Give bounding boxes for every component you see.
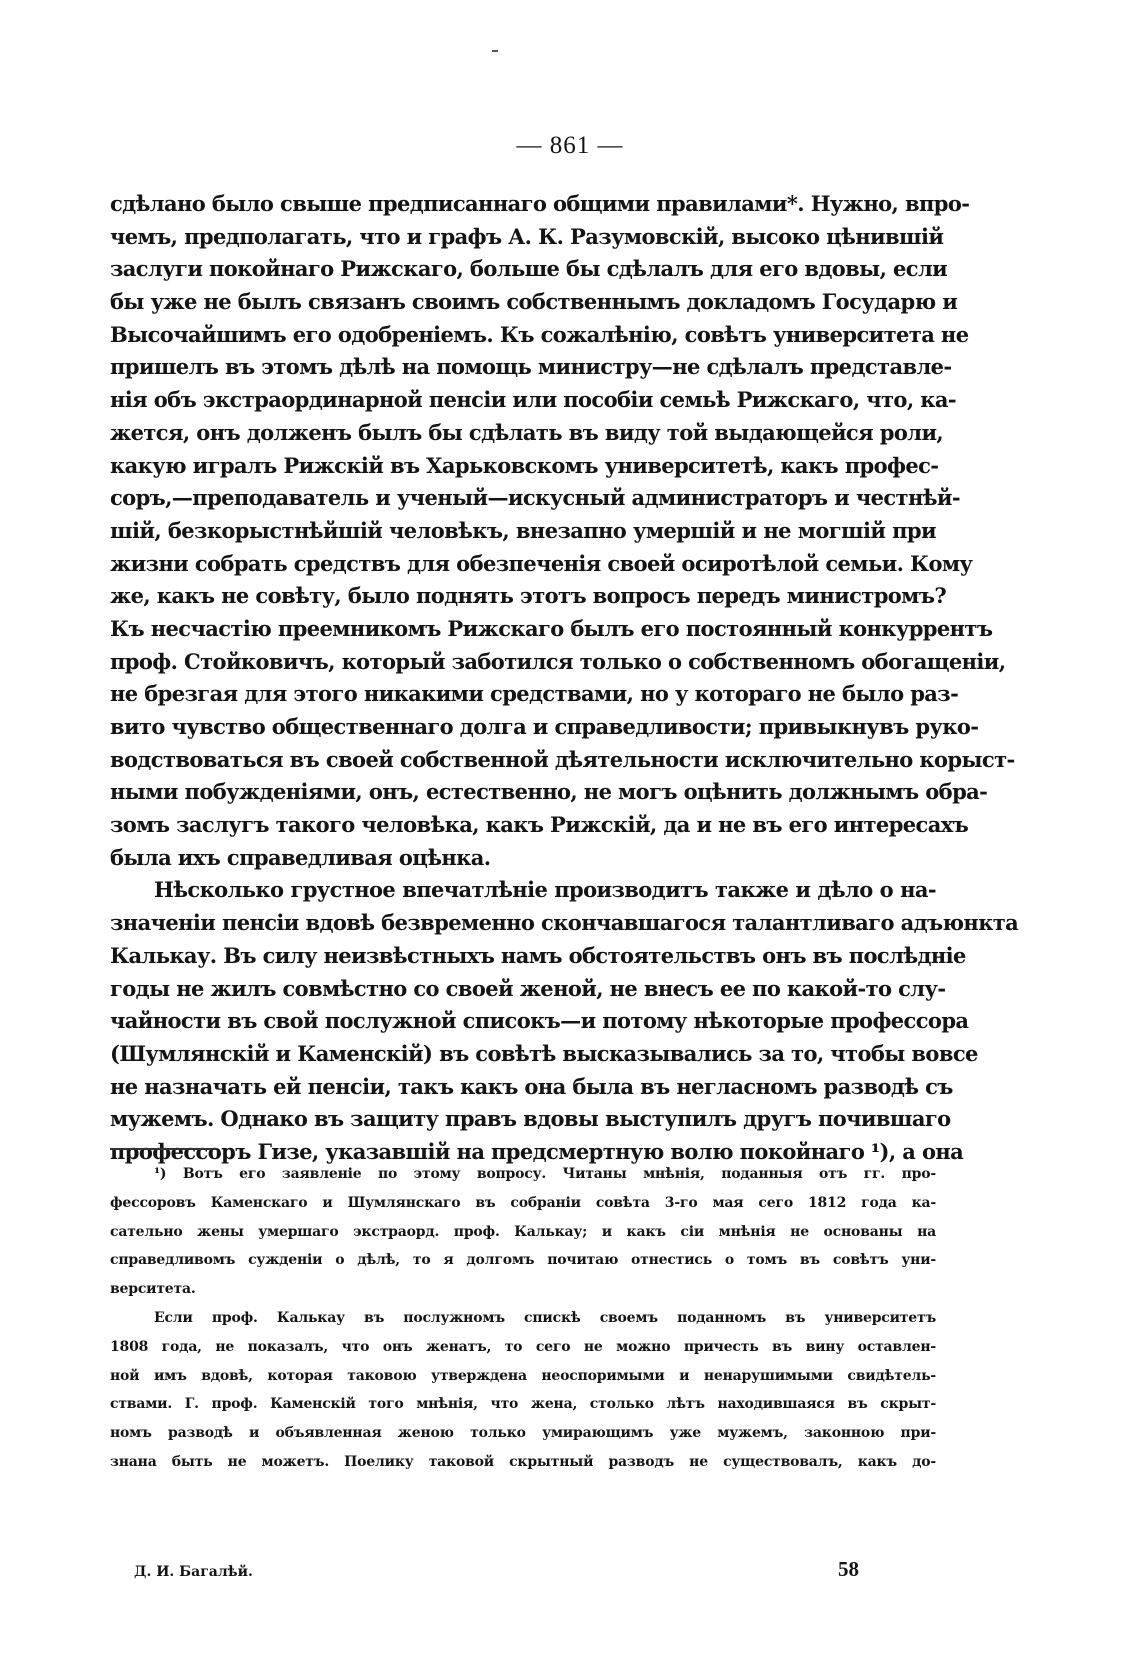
footnote-line: 1808 года, не показалъ, что онъ женатъ, то сего не можно причесть въ вину оставлен- bbox=[110, 1338, 936, 1355]
text-line: нія объ экстраординарной пенсіи или пособіи семьѣ Рижскаго, что, ка- bbox=[110, 387, 956, 413]
scan-mark bbox=[492, 50, 498, 52]
footnote-rule bbox=[110, 1148, 217, 1150]
text-line: зомъ заслугъ такого человѣка, какъ Рижскій, да и не въ его интересахъ bbox=[110, 812, 969, 838]
main-text bbox=[110, 188, 1019, 1169]
text-line: чемъ, предполагать, что и графъ А. К. Разумовскій, высоко цѣнившій bbox=[110, 223, 944, 249]
text-line: Высочайшимъ его одобреніемъ. Къ сожалѣнію, совѣтъ университета не bbox=[110, 321, 969, 347]
footnote-line: ной имъ вдовѣ, которая таковою утверждена неоспоримыми и ненарушимыми свидѣтель- bbox=[110, 1367, 936, 1384]
text-line: ными побужденіями, онъ, естественно, не могъ оцѣнить должнымъ обра- bbox=[110, 779, 988, 805]
footnote-line: справедливомъ сужденіи о дѣлѣ, то я долгомъ почитаю отнестись о томъ въ совѣтъ уни- bbox=[110, 1252, 936, 1269]
text-line: бы уже не былъ связанъ своимъ собственнымъ докладомъ Государю и bbox=[110, 289, 958, 315]
footnote-line: ¹) Вотъ его заявленіе по этому вопросу. Читаны мнѣнія, поданныя отъ гг. про- bbox=[154, 1166, 936, 1182]
text-line: годы не жилъ совмѣстно со своей женой, не внесъ ее по какой-то слу- bbox=[110, 975, 946, 1001]
footnote-line: ствами. Г. проф. Каменскій того мнѣнія, что жена, столько лѣтъ находившаяся въ скрыт- bbox=[110, 1396, 936, 1413]
footnotes bbox=[110, 1160, 936, 1477]
text-line: шій, безкорыстнѣйшій человѣкъ, внезапно умершій и не могшій при bbox=[110, 517, 936, 543]
page-number: — 861 — bbox=[516, 132, 624, 159]
text-line: профессоръ Гизе, указавшій на предсмертную волю покойнаго ¹), а она bbox=[110, 1138, 964, 1164]
text-line: сдѣлано было свыше предписаннаго общими правилами*. Нужно, впро- bbox=[110, 191, 970, 216]
text-line: какую игралъ Рижскій въ Харьковскомъ университетѣ, какъ профес- bbox=[110, 452, 939, 478]
text-line: жется, онъ долженъ былъ бы сдѣлать въ виду той выдающейся роли, bbox=[110, 419, 944, 445]
text-line: мужемъ. Однако въ защиту правъ вдовы выступилъ другъ почившаго bbox=[110, 1106, 951, 1132]
text-line: проф. Стойковичъ, который заботился только о собственномъ обогащеніи, bbox=[110, 648, 1006, 674]
text-line: пришелъ въ этомъ дѣлѣ на помощь министру—не сдѣлалъ представле- bbox=[110, 354, 952, 380]
text-line: же, какъ не совѣту, было поднять этотъ вопросъ передъ министромъ? bbox=[110, 583, 947, 609]
text-line: значеніи пенсіи вдовѣ безвременно скончавшагося талантливаго адъюнкта bbox=[110, 910, 1019, 936]
footnote-line: фессоровъ Каменскаго и Шумлянскаго въ собраніи совѣта 3-го мая сего 1812 года ка- bbox=[110, 1194, 936, 1211]
footnote-line: сательно жены умершаго экстраорд. проф. Калькау; и какъ сіи мнѣнія не основаны на bbox=[110, 1223, 936, 1240]
text-line: (Шумлянскій и Каменскій) въ совѣтѣ высказывались за то, чтобы вовсе bbox=[110, 1040, 978, 1066]
text-line: жизни собрать средствъ для обезпеченія своей осиротѣлой семьи. Кому bbox=[110, 550, 973, 576]
footnote-line: номъ разводѣ и объявленная женою только умирающимъ уже мужемъ, законною при- bbox=[110, 1425, 936, 1442]
text-line: вито чувство общественнаго долга и справедливости; привыкнувъ руко- bbox=[110, 714, 979, 739]
author-signature: Д. И. Багалѣй. bbox=[134, 1564, 253, 1580]
text-line: заслуги покойнаго Рижскаго, больше бы сдѣлалъ для его вдовы, если bbox=[110, 256, 948, 282]
text-line: Калькау. Въ силу неизвѣстныхъ намъ обстоятельствъ онъ въ послѣдніе bbox=[110, 942, 966, 968]
text-line: чайности въ свой послужной списокъ—и потому нѣкоторые профессора bbox=[110, 1008, 969, 1034]
text-line: водствоваться въ своей собственной дѣятельности исключительно корыст- bbox=[110, 746, 1015, 772]
text-line: соръ,—преподаватель и ученый—искусный администраторъ и честнѣй- bbox=[110, 485, 960, 511]
text-line: была ихъ справедливая оцѣнка. bbox=[110, 844, 491, 870]
footnote-line: верситета. bbox=[110, 1281, 196, 1298]
text-line: не брезгая для этого никакими средствами, но у котораго не было раз- bbox=[110, 681, 959, 707]
text-line: Нѣсколько грустное впечатлѣніе производитъ также и дѣло о на- bbox=[154, 877, 936, 903]
sheet-number: 58 bbox=[838, 1557, 859, 1581]
footnote-line: знана быть не можетъ. Поелику таковой скрытный разводъ не существовалъ, какъ до- bbox=[110, 1453, 936, 1470]
text-line: Къ несчастію преемникомъ Рижскаго былъ его постоянный конкуррентъ bbox=[110, 615, 993, 641]
text-line: не назначать ей пенсіи, такъ какъ она была въ негласномъ разводѣ съ bbox=[110, 1073, 953, 1099]
footnote-line: Если проф. Калькау въ послужномъ спискѣ своемъ поданномъ въ университетъ bbox=[154, 1309, 936, 1326]
